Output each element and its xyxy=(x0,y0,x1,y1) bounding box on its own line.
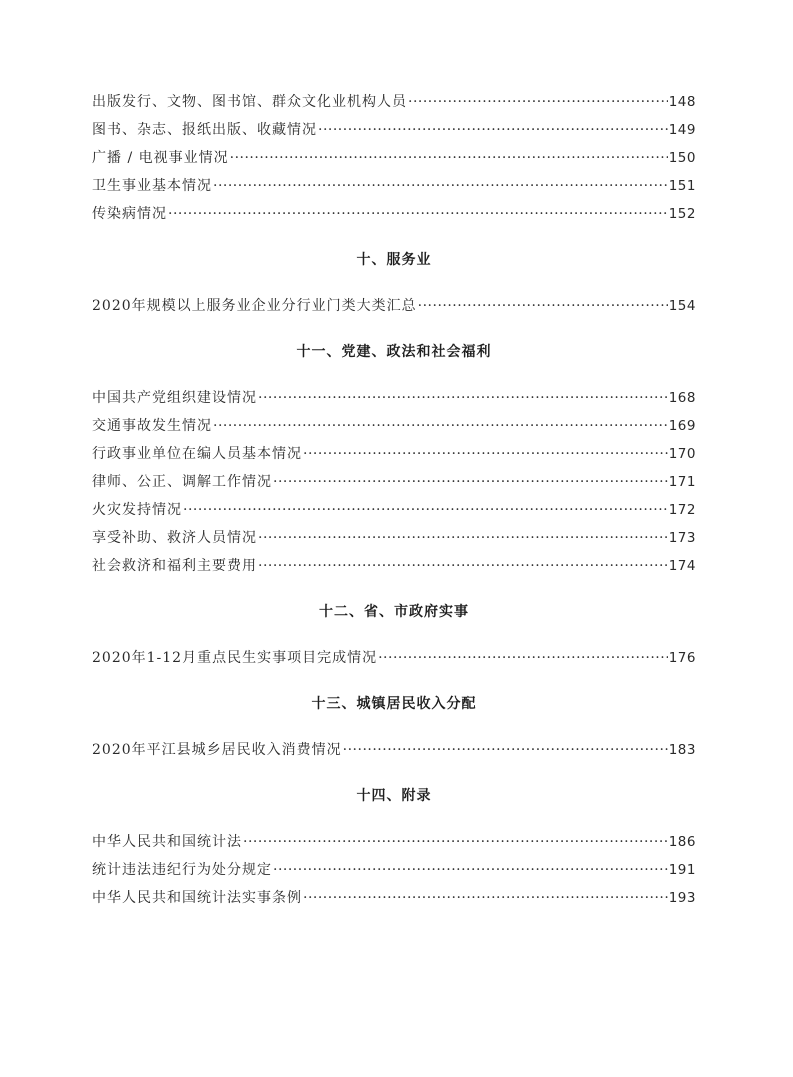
dot-leader xyxy=(343,736,668,764)
toc-entry[interactable] xyxy=(92,88,696,116)
toc-entry-title: 中国共产党组织建设情况 xyxy=(92,390,257,406)
toc-section xyxy=(92,764,696,912)
toc-entry[interactable] xyxy=(92,884,696,912)
toc-entry-title: 中华人民共和国统计法 xyxy=(92,834,242,850)
toc-entry-title: 统计违法违纪行为处分规定 xyxy=(92,862,272,878)
toc-entry-title: 广播 / 电视事业情况 xyxy=(92,150,229,166)
dot-leader xyxy=(258,524,668,552)
dot-leader xyxy=(258,384,668,412)
toc-entry[interactable] xyxy=(92,552,696,580)
toc-entry-title: 火灾发持情况 xyxy=(92,502,182,518)
toc-entry-title: 图书、杂志、报纸出版、收藏情况 xyxy=(92,122,317,138)
toc-entry[interactable] xyxy=(92,292,696,320)
dot-leader xyxy=(378,644,668,672)
toc-entry[interactable] xyxy=(92,440,696,468)
toc-page-number: 172 xyxy=(668,502,696,518)
table-of-contents xyxy=(92,88,696,912)
dot-leader xyxy=(408,88,668,116)
toc-page-number: 150 xyxy=(668,150,696,166)
toc-entry-title: 2020年1-12月重点民生实事项目完成情况 xyxy=(92,650,378,666)
toc-entry[interactable] xyxy=(92,644,696,672)
toc-entry[interactable] xyxy=(92,524,696,552)
toc-page-number: 193 xyxy=(668,890,696,906)
toc-page-number: 154 xyxy=(668,298,696,314)
section-heading: 十三、城镇居民收入分配 xyxy=(311,696,477,712)
toc-section xyxy=(92,672,696,764)
toc-page-number: 174 xyxy=(668,558,696,574)
toc-page-number: 148 xyxy=(668,94,696,110)
toc-entry[interactable] xyxy=(92,144,696,172)
toc-entry[interactable] xyxy=(92,384,696,412)
dot-leader xyxy=(303,884,668,912)
toc-page-number: 173 xyxy=(668,530,696,546)
dot-leader xyxy=(303,440,668,468)
section-heading: 十二、省、市政府实事 xyxy=(319,604,469,620)
toc-page-number: 176 xyxy=(668,650,696,666)
toc-entry[interactable] xyxy=(92,736,696,764)
toc-page-number: 151 xyxy=(668,178,696,194)
toc-entry-title: 享受补助、救济人员情况 xyxy=(92,530,257,546)
toc-entry-title: 卫生事业基本情况 xyxy=(92,178,212,194)
toc-page-number: 171 xyxy=(668,474,696,490)
toc-page-number: 191 xyxy=(668,862,696,878)
toc-entry[interactable] xyxy=(92,496,696,524)
toc-entry-title: 2020年规模以上服务业企业分行业门类大类汇总 xyxy=(92,298,417,314)
toc-section xyxy=(92,228,696,320)
toc-page-number: 152 xyxy=(668,206,696,222)
toc-section xyxy=(92,88,696,228)
dot-leader xyxy=(418,292,668,320)
toc-section xyxy=(92,580,696,672)
section-heading: 十、服务业 xyxy=(356,252,432,268)
dot-leader xyxy=(213,412,668,440)
toc-page-number: 168 xyxy=(668,390,696,406)
dot-leader xyxy=(243,828,668,856)
dot-leader xyxy=(318,116,668,144)
toc-page-number: 186 xyxy=(668,834,696,850)
section-heading: 十一、党建、政法和社会福利 xyxy=(296,344,492,360)
toc-entry-title: 中华人民共和国统计法实事条例 xyxy=(92,890,302,906)
toc-entry-title: 行政事业单位在编人员基本情况 xyxy=(92,446,302,462)
toc-entry-title: 律师、公正、调解工作情况 xyxy=(92,474,272,490)
dot-leader xyxy=(213,172,668,200)
toc-entry-title: 交通事故发生情况 xyxy=(92,418,212,434)
dot-leader xyxy=(273,468,668,496)
toc-entry[interactable] xyxy=(92,116,696,144)
dot-leader xyxy=(230,144,668,172)
dot-leader xyxy=(273,856,668,884)
toc-entry-title: 2020年平江县城乡居民收入消费情况 xyxy=(92,742,342,758)
toc-entry-title: 社会救济和福利主要费用 xyxy=(92,558,257,574)
toc-page-number: 169 xyxy=(668,418,696,434)
toc-entry-title: 出版发行、文物、图书馆、群众文化业机构人员 xyxy=(92,94,407,110)
toc-entry[interactable] xyxy=(92,412,696,440)
section-heading: 十四、附录 xyxy=(356,788,432,804)
toc-entry[interactable] xyxy=(92,828,696,856)
toc-entry[interactable] xyxy=(92,172,696,200)
toc-entry[interactable] xyxy=(92,200,696,228)
toc-entry[interactable] xyxy=(92,468,696,496)
toc-page-number: 149 xyxy=(668,122,696,138)
toc-page-number: 170 xyxy=(668,446,696,462)
dot-leader xyxy=(183,496,668,524)
toc-page-number: 183 xyxy=(668,742,696,758)
toc-entry[interactable] xyxy=(92,856,696,884)
toc-section xyxy=(92,320,696,580)
dot-leader xyxy=(168,200,668,228)
toc-entry-title: 传染病情况 xyxy=(92,206,167,222)
dot-leader xyxy=(258,552,668,580)
